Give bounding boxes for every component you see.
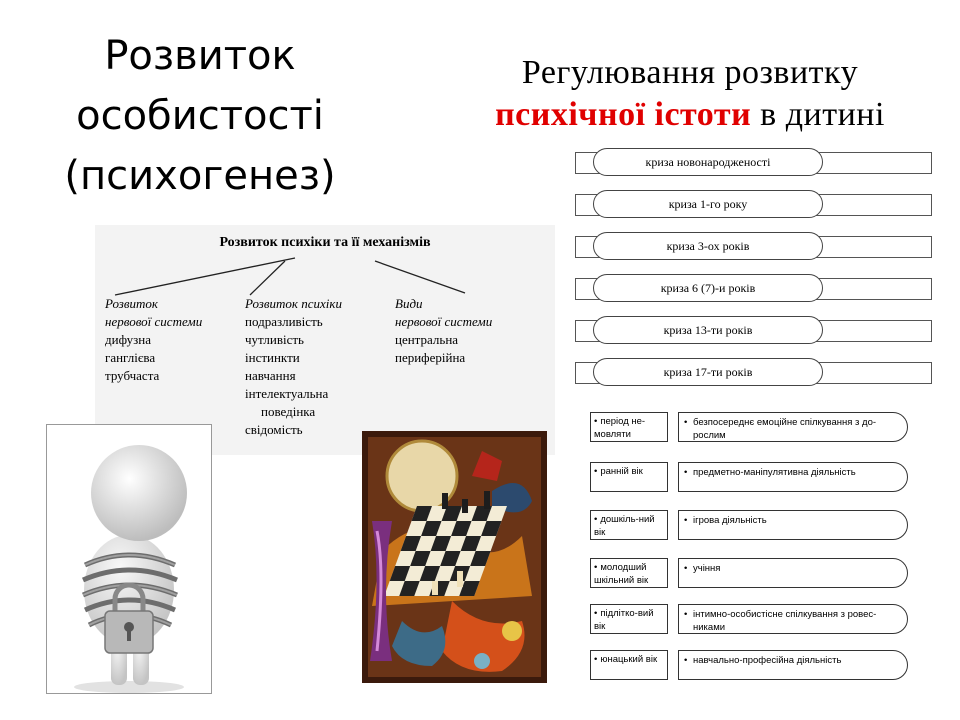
age-row: [590, 558, 915, 598]
subtitle-line-2: [440, 94, 940, 136]
column-item: поведінка: [261, 404, 316, 419]
column-item: подразливість: [245, 314, 323, 329]
crisis-item: [575, 358, 930, 386]
column-item: навчання: [245, 368, 296, 383]
crisis-label: криза новонародженості: [593, 148, 823, 176]
scheme-connectors: [95, 225, 555, 305]
crisis-item: [575, 232, 930, 260]
column-head: нервової системи: [395, 314, 493, 329]
scheme-column-nervous-types: [395, 295, 492, 367]
title-line: особистості: [76, 93, 324, 139]
crisis-label: криза 6 (7)-и років: [593, 274, 823, 302]
age-row: [590, 412, 915, 452]
scheme-heading: Розвиток психіки та її механізмів: [219, 235, 431, 250]
age-period: • юнацький вік: [590, 650, 668, 680]
crisis-item: [575, 148, 930, 176]
age-activity: • ігрова діяльність: [678, 510, 908, 540]
column-head: Види: [395, 296, 423, 311]
surreal-chess-painting: [362, 431, 547, 683]
age-row: [590, 462, 915, 502]
column-head: нервової системи: [105, 314, 203, 329]
subtitle-line: Регулювання розвитку: [521, 54, 859, 91]
scheme-column-nervous-development: [105, 295, 202, 385]
age-activity: • навчально-професійна діяльність: [678, 650, 908, 680]
column-head: Розвиток психіки: [245, 296, 342, 311]
age-activity: • учіння: [678, 558, 908, 588]
title-line: Розвиток: [104, 33, 296, 79]
column-item: трубчаста: [105, 368, 160, 383]
crisis-label: криза 13-ти років: [593, 316, 823, 344]
crisis-item: [575, 316, 930, 344]
title-line: (психогенез): [64, 153, 336, 199]
slide-subtitle: [440, 52, 940, 136]
age-row: [590, 650, 915, 690]
age-activity: • безпосереднє емоційне спілкування з до-рослим: [678, 412, 908, 442]
subtitle-highlight: психічної істоти: [495, 96, 752, 133]
crises-list: [575, 148, 930, 388]
crisis-label: криза 17-ти років: [593, 358, 823, 386]
column-item: периферійна: [395, 350, 466, 365]
development-scheme: [95, 225, 555, 455]
column-item: чутливість: [245, 332, 304, 347]
age-periods-list: [590, 412, 915, 692]
crisis-label: криза 1-го року: [593, 190, 823, 218]
column-item: дифузна: [105, 332, 152, 347]
column-item: інтелектуальна: [245, 386, 329, 401]
crisis-item: [575, 190, 930, 218]
column-item: ганглієва: [105, 350, 156, 365]
column-item: свідомість: [245, 422, 303, 437]
chained-figure-image: [46, 424, 212, 694]
age-row: [590, 510, 915, 550]
scheme-column-psyche-development: [245, 295, 342, 439]
slide-title: [40, 26, 360, 206]
subtitle-rest: в дитині: [751, 96, 885, 133]
column-item: інстинкти: [245, 350, 300, 365]
age-period: • молодший шкільний вік: [590, 558, 668, 588]
age-row: [590, 604, 915, 644]
column-item: центральна: [395, 332, 459, 347]
column-head: Розвиток: [105, 296, 158, 311]
crisis-label: криза 3-ох років: [593, 232, 823, 260]
age-period: • дошкіль-ний вік: [590, 510, 668, 540]
age-activity: • інтимно-особистісне спілкування з ровес-никами: [678, 604, 908, 634]
age-period: • період не-мовляти: [590, 412, 668, 442]
age-period: • підлітко-вий вік: [590, 604, 668, 634]
age-activity: • предметно-маніпулятивна діяльність: [678, 462, 908, 492]
age-period: • ранній вік: [590, 462, 668, 492]
crisis-item: [575, 274, 930, 302]
